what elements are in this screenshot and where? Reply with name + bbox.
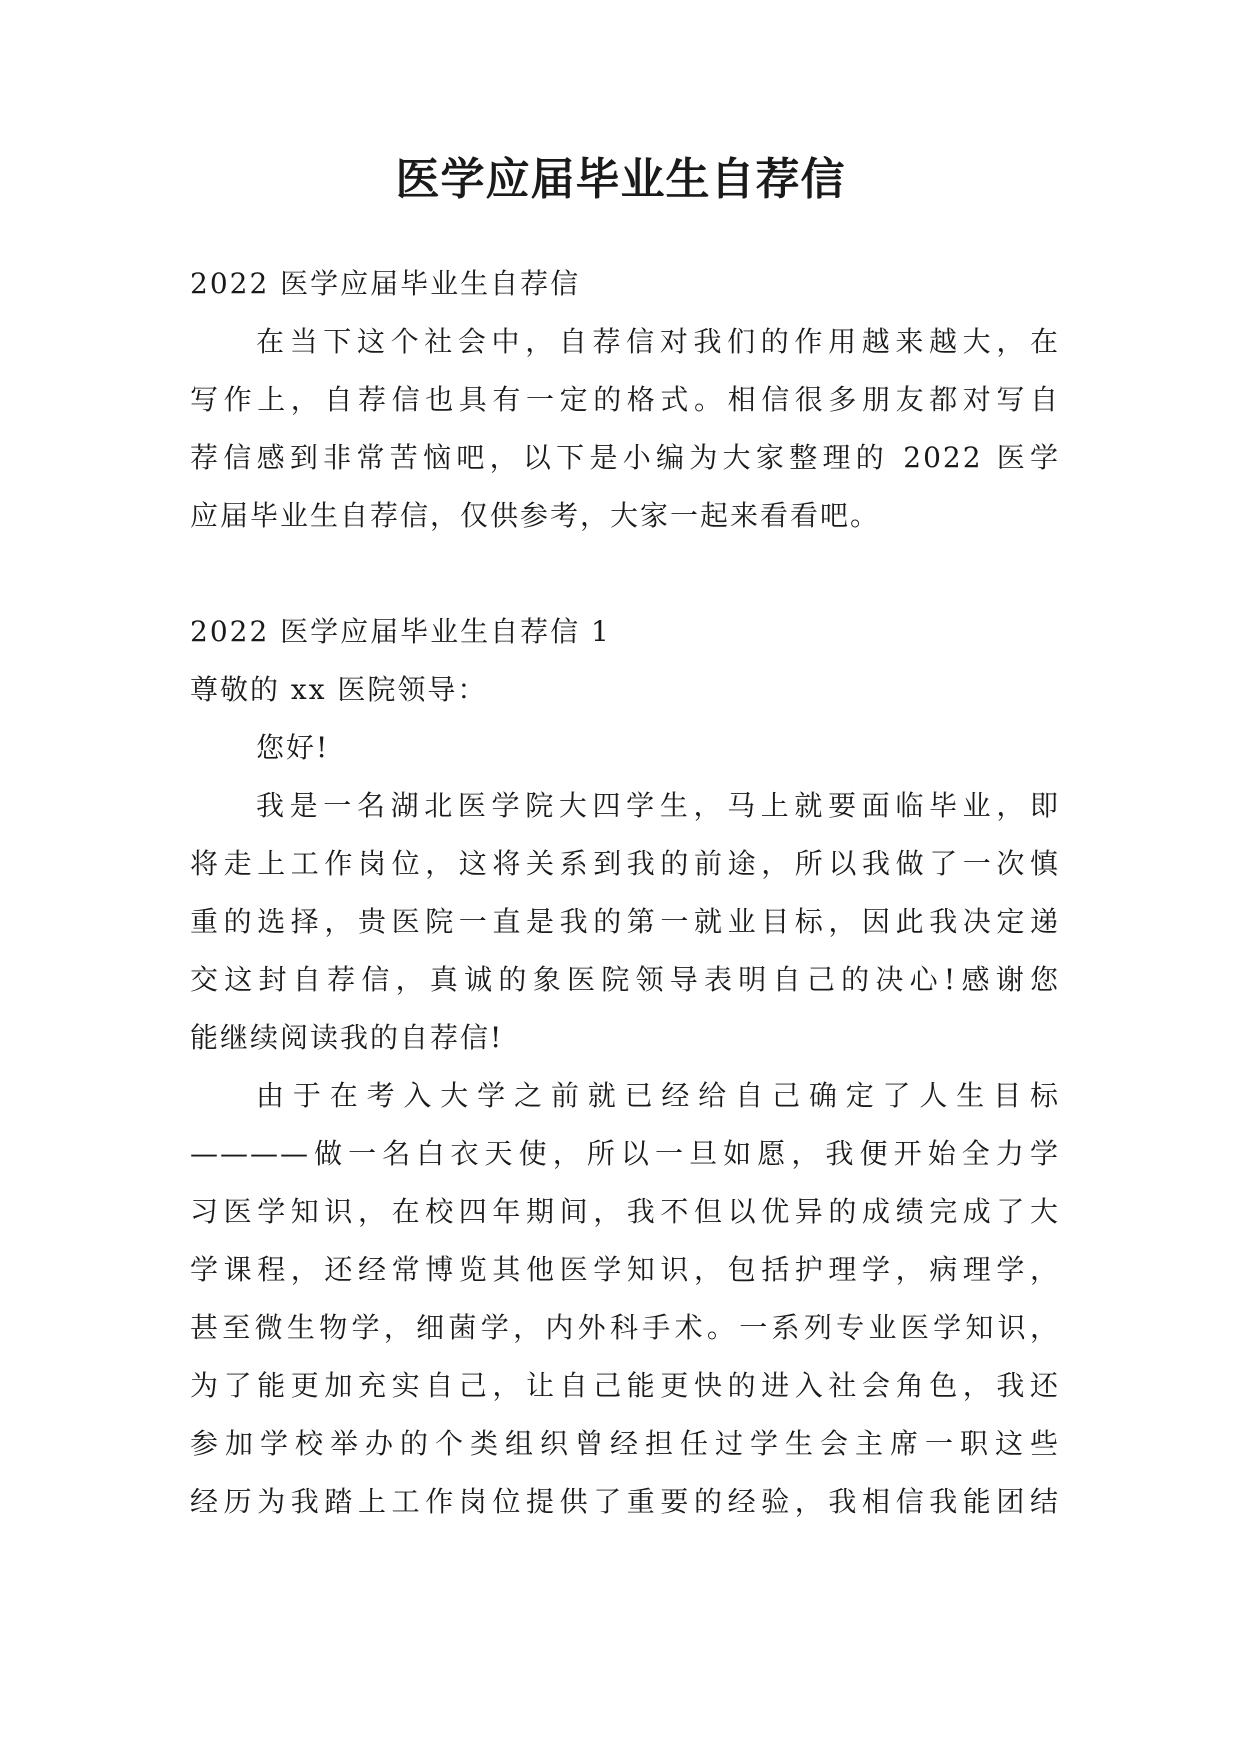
subtitle: 2022 医学应届毕业生自荐信 [190, 267, 581, 300]
document-title: 医学应届毕业生自荐信 [395, 154, 846, 205]
para2-line-8: 经历为我踏上工作岗位提供了重要的经验，我相信我能团结 [190, 1485, 1060, 1518]
para2-line-1: 由于在考入大学之前就已经给自己确定了人生目标 [256, 1079, 1060, 1112]
para2-line-4: 学课程，还经常博览其他医学知识，包括护理学，病理学， [190, 1253, 1060, 1286]
letter-heading: 2022 医学应届毕业生自荐信 1 [190, 615, 611, 648]
paragraph-gap [190, 545, 1060, 603]
greeting: 您好! [256, 731, 330, 764]
para2-line-7: 参加学校举办的个类组织曾经担任过学生会主席一职这些 [190, 1427, 1060, 1460]
salutation: 尊敬的 xx 医院领导： [190, 673, 488, 706]
para2-line-5: 甚至微生物学，细菌学，内外科手术。一系列专业医学知识， [190, 1311, 1060, 1344]
para1-line-1: 我是一名湖北医学院大四学生，马上就要面临毕业，即 [256, 789, 1060, 822]
para2-line-6: 为了能更加充实自己，让自己能更快的进入社会角色，我还 [190, 1369, 1060, 1402]
intro-line-4: 应届毕业生自荐信，仅供参考，大家一起来看看吧。 [190, 499, 881, 532]
para1-line-5: 能继续阅读我的自荐信! [190, 1021, 504, 1054]
document-body [190, 255, 1060, 1531]
para1-line-3: 重的选择，贵医院一直是我的第一就业目标，因此我决定递 [190, 905, 1060, 938]
para1-line-2: 将走上工作岗位，这将关系到我的前途，所以我做了一次慎 [190, 847, 1060, 880]
intro-line-2: 写作上，自荐信也具有一定的格式。相信很多朋友都对写自 [190, 383, 1060, 416]
para2-line-2: ————做一名白衣天使，所以一旦如愿，我便开始全力学 [190, 1137, 1060, 1170]
intro-line-3: 荐信感到非常苦恼吧，以下是小编为大家整理的 2022 医学 [190, 441, 1060, 474]
para1-line-4: 交这封自荐信，真诚的象医院领导表明自己的决心!感谢您 [190, 963, 1060, 996]
para2-line-3: 习医学知识，在校四年期间，我不但以优异的成绩完成了大 [190, 1195, 1060, 1228]
intro-line-1: 在当下这个社会中，自荐信对我们的作用越来越大，在 [256, 325, 1060, 358]
